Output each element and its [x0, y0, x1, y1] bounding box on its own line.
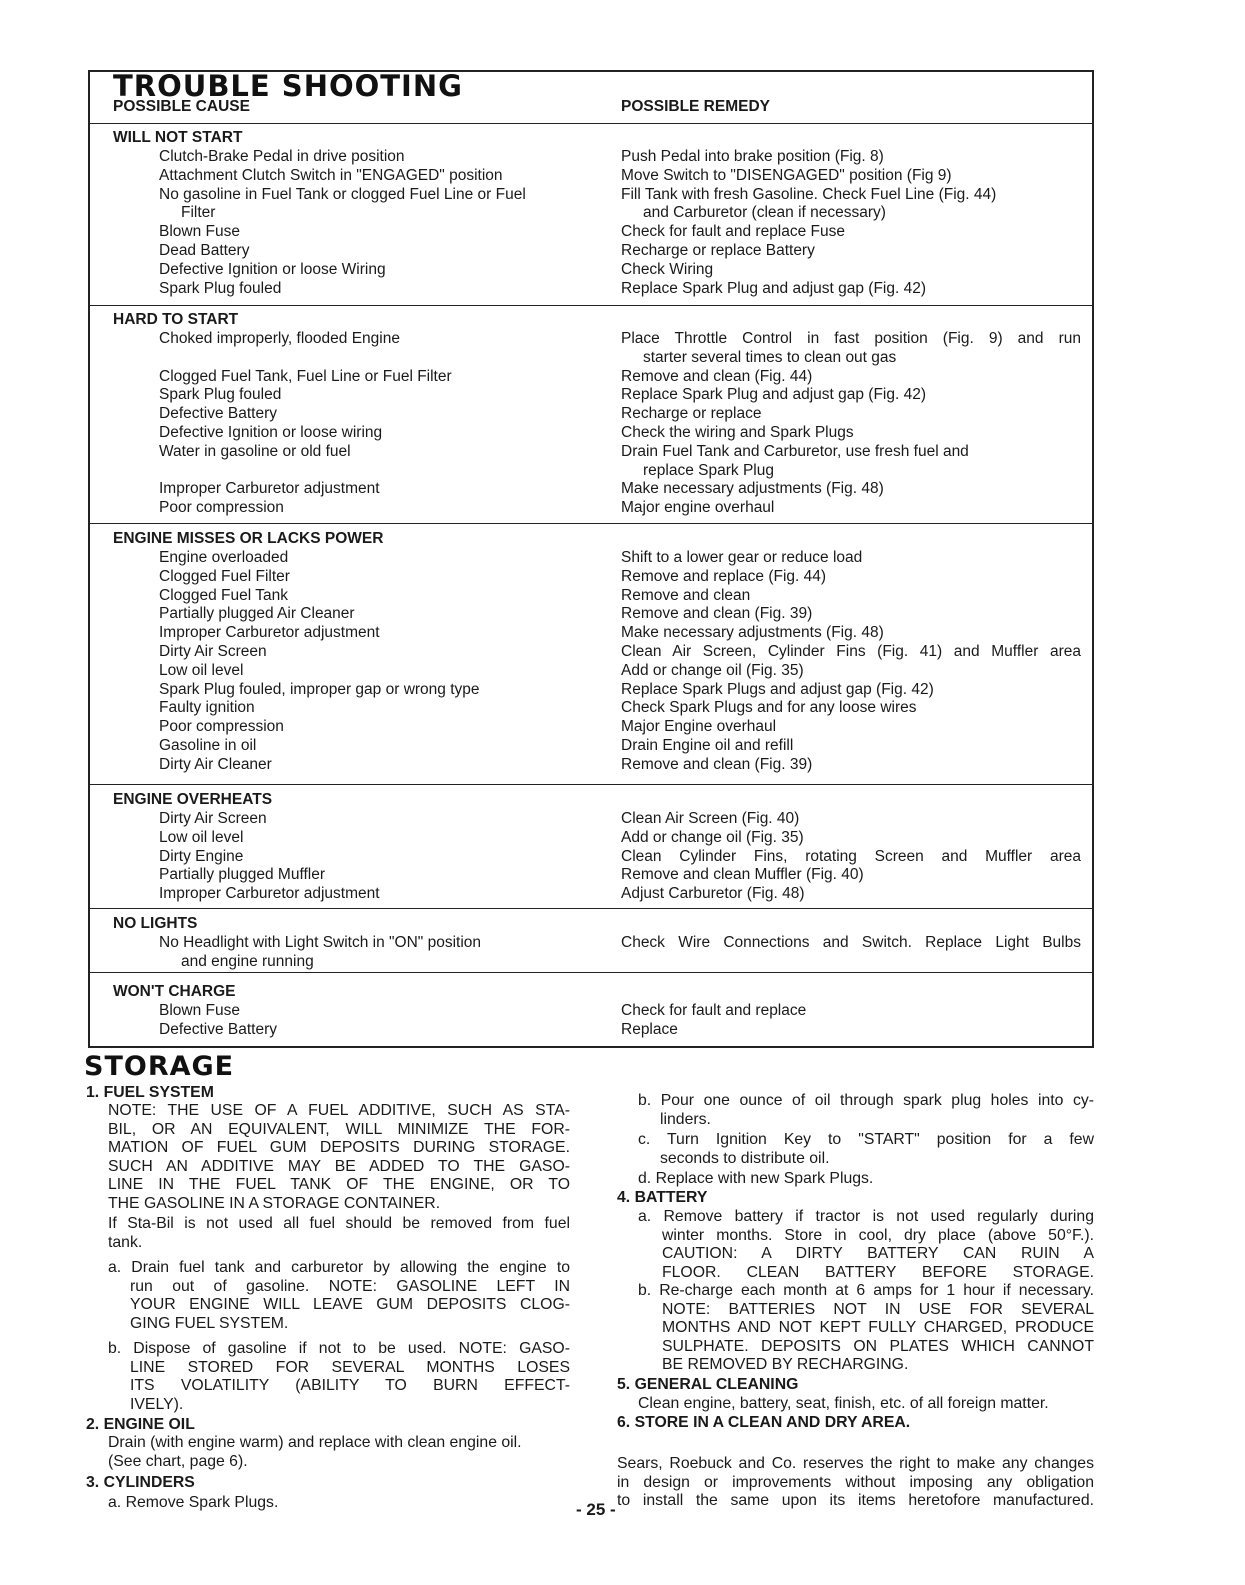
- remedies-hard-to-start: [621, 330, 1081, 518]
- text-line: c. Turn Ignition Key to "START" position for a few: [638, 1131, 1094, 1148]
- section-divider: [88, 972, 1094, 973]
- section-divider: [88, 784, 1094, 785]
- remedy-item: Clean Air Screen (Fig. 40): [621, 810, 800, 827]
- section-divider: [88, 523, 1094, 524]
- remedy-item: Check for fault and replace: [621, 1002, 807, 1019]
- cause-item: Dirty Engine: [159, 847, 244, 865]
- note-line: MATION OF FUEL GUM DEPOSITS DURING STORAGE.: [108, 1139, 570, 1157]
- text-line: YOUR ENGINE WILL LEAVE GUM DEPOSITS CLOG-: [130, 1296, 570, 1314]
- battery-step-a: [638, 1208, 1094, 1282]
- text-line: SULPHATE. DEPOSITS ON PLATES WHICH CANNOT: [662, 1337, 1094, 1355]
- remedy-item: Check for fault and replace Fuse: [621, 223, 846, 241]
- cause-item: Faulty ignition: [159, 699, 255, 717]
- storage-title: STORAGE: [84, 1051, 235, 1082]
- cause-item: Engine overloaded: [159, 549, 289, 566]
- text-line: a. Drain fuel tank and carburetor by allowing the engine to: [108, 1259, 570, 1276]
- cause-item: Dirty Air Screen: [159, 810, 267, 827]
- remedy-item: Remove and clean (Fig. 39): [621, 755, 813, 773]
- cause-item: Blown Fuse: [159, 1002, 240, 1019]
- cause-item: Gasoline in oil: [159, 736, 257, 754]
- causes-hard-to-start: [159, 330, 599, 518]
- cause-item: and engine running: [181, 952, 314, 970]
- engine-oil-heading: 2. ENGINE OIL: [86, 1416, 195, 1433]
- remedy-item: Replace: [621, 1020, 678, 1038]
- remedy-item: Adjust Carburetor (Fig. 48): [621, 885, 805, 903]
- cause-item: Dirty Air Screen: [159, 642, 267, 660]
- cause-item: Partially plugged Muffler: [159, 866, 325, 884]
- remedy-item: Push Pedal into brake position (Fig. 8): [621, 148, 884, 165]
- cylinders-step-a: a. Remove Spark Plugs.: [108, 1494, 279, 1511]
- remedy-item: Major engine overhaul: [621, 499, 775, 517]
- text-line: IVELY).: [130, 1395, 184, 1413]
- cause-item: Filter: [181, 204, 216, 222]
- text-line: ITS VOLATILITY (ABILITY TO BURN EFFECT-: [130, 1377, 570, 1395]
- cause-item: Improper Carburetor adjustment: [159, 624, 380, 642]
- cause-item: Partially plugged Air Cleaner: [159, 605, 355, 623]
- text-line: linders.: [660, 1110, 711, 1128]
- remedy-item: Recharge or replace Battery: [621, 241, 815, 259]
- remedy-item: Shift to a lower gear or reduce load: [621, 549, 863, 566]
- general-cleaning-text: Clean engine, battery, seat, finish, etc. of all foreign matter.: [638, 1395, 1049, 1412]
- possible-cause-header: POSSIBLE CAUSE: [113, 98, 250, 115]
- section-title-will-not-start: WILL NOT START: [113, 129, 243, 146]
- remedy-item: Replace Spark Plug and adjust gap (Fig. 42): [621, 386, 927, 404]
- cause-item: Defective Battery: [159, 1020, 278, 1038]
- fuel-step-a: [108, 1259, 570, 1333]
- remedies-no-lights: [621, 934, 1081, 953]
- causes-wont-charge: [159, 1002, 599, 1040]
- stabil-paragraph: [108, 1215, 570, 1252]
- battery-heading: 4. BATTERY: [617, 1189, 708, 1206]
- cause-item: Improper Carburetor adjustment: [159, 480, 380, 498]
- section-title-engine-misses: ENGINE MISSES OR LACKS POWER: [113, 530, 384, 547]
- text-line: MONTHS AND NOT KEPT FULLY CHARGED, PRODUCE: [662, 1319, 1094, 1337]
- text-line: a. Remove battery if tractor is not used regularly during: [638, 1208, 1094, 1225]
- text-line: to install the same upon its items heretofore manufactured.: [617, 1492, 1094, 1510]
- note-line: SUCH AN ADDITIVE MAY BE ADDED TO THE GASO-: [108, 1157, 570, 1175]
- cause-item: Defective Battery: [159, 405, 278, 423]
- note-line: NOTE: THE USE OF A FUEL ADDITIVE, SUCH AS STA-: [108, 1102, 570, 1119]
- remedy-item: Remove and clean (Fig. 44): [621, 367, 813, 385]
- remedy-item: Clean Cylinder Fins, rotating Screen and Muffler area: [621, 847, 1081, 865]
- section-divider: [88, 123, 1094, 124]
- cylinders-step-d: d. Replace with new Spark Plugs.: [638, 1170, 874, 1187]
- remedy-item: Major Engine overhaul: [621, 718, 777, 736]
- cause-item: Poor compression: [159, 499, 284, 517]
- engine-oil-text: [108, 1434, 578, 1471]
- text-line: If Sta-Bil is not used all fuel should be removed from fuel: [108, 1215, 570, 1232]
- remedy-item: Replace Spark Plug and adjust gap (Fig. 42): [621, 279, 927, 297]
- text-line: in design or improvements without imposing any obligation: [617, 1473, 1094, 1491]
- remedy-item: Check Spark Plugs and for any loose wires: [621, 699, 917, 717]
- cause-item: Low oil level: [159, 828, 244, 846]
- remedy-item: replace Spark Plug: [643, 461, 774, 479]
- disclaimer: [617, 1455, 1094, 1511]
- text-line: NOTE: BATTERIES NOT IN USE FOR SEVERAL: [662, 1300, 1094, 1318]
- remedy-item: Make necessary adjustments (Fig. 48): [621, 480, 884, 498]
- cause-item: Improper Carburetor adjustment: [159, 885, 380, 903]
- cause-item: No gasoline in Fuel Tank or clogged Fuel Line or Fuel: [159, 185, 526, 203]
- text-line: run out of gasoline. NOTE: GASOLINE LEFT IN: [130, 1277, 570, 1295]
- section-title-wont-charge: WON'T CHARGE: [113, 983, 236, 1000]
- remedy-item: Recharge or replace: [621, 405, 762, 423]
- remedy-item: Check the wiring and Spark Plugs: [621, 423, 854, 441]
- cause-item: Water in gasoline or old fuel: [159, 442, 351, 460]
- text-line: (See chart, page 6).: [108, 1452, 248, 1470]
- cylinders-step-c: [638, 1131, 1094, 1168]
- note-line: THE GASOLINE IN A STORAGE CONTAINER.: [108, 1194, 441, 1212]
- note-line: BIL, OR AN EQUIVALENT, WILL MINIMIZE THE FOR-: [108, 1120, 570, 1138]
- text-line: GING FUEL SYSTEM.: [130, 1314, 289, 1332]
- cause-item: Clogged Fuel Tank, Fuel Line or Fuel Filter: [159, 367, 452, 385]
- battery-step-b: [638, 1282, 1094, 1375]
- text-line: tank.: [108, 1233, 143, 1251]
- remedies-will-not-start: [621, 148, 1081, 298]
- section-divider: [88, 908, 1094, 909]
- remedy-item: Make necessary adjustments (Fig. 48): [621, 624, 884, 642]
- fuel-additive-note: [108, 1102, 570, 1214]
- text-line: LINE STORED FOR SEVERAL MONTHS LOSES: [130, 1358, 570, 1376]
- remedies-engine-overheats: [621, 810, 1081, 904]
- note-line: LINE IN THE FUEL TANK OF THE ENGINE, OR TO: [108, 1176, 570, 1194]
- cause-item: Spark Plug fouled: [159, 279, 282, 297]
- section-title-no-lights: NO LIGHTS: [113, 915, 198, 932]
- troubleshooting-title: TROUBLE SHOOTING: [113, 69, 463, 103]
- cause-item: Attachment Clutch Switch in "ENGAGED" position: [159, 166, 503, 184]
- text-line: Sears, Roebuck and Co. reserves the right to make any changes: [617, 1455, 1094, 1472]
- remedy-item: Remove and replace (Fig. 44): [621, 567, 827, 585]
- text-line: BE REMOVED BY RECHARGING.: [662, 1356, 909, 1374]
- remedy-item: Replace Spark Plugs and adjust gap (Fig. 42): [621, 680, 934, 698]
- cylinders-step-b: [638, 1092, 1094, 1129]
- cause-item: Clogged Fuel Filter: [159, 567, 290, 585]
- page-number: - 25 -: [576, 1500, 616, 1519]
- remedy-item: Drain Fuel Tank and Carburetor, use fresh fuel and: [621, 442, 969, 460]
- cause-item: Defective Ignition or loose wiring: [159, 423, 383, 441]
- remedies-engine-misses: [621, 549, 1081, 775]
- remedies-wont-charge: [621, 1002, 1081, 1040]
- cylinders-heading: 3. CYLINDERS: [86, 1474, 195, 1491]
- causes-no-lights: [159, 934, 599, 972]
- remedy-item: Drain Engine oil and refill: [621, 736, 794, 754]
- cause-item: Choked improperly, flooded Engine: [159, 330, 400, 347]
- possible-remedy-header: POSSIBLE REMEDY: [621, 98, 770, 115]
- remedy-item: Place Throttle Control in fast position (Fig. 9) and run: [621, 330, 1081, 347]
- remedy-item: starter several times to clean out gas: [643, 348, 897, 366]
- remedy-item: Add or change oil (Fig. 35): [621, 661, 804, 679]
- cause-item: Dead Battery: [159, 241, 250, 259]
- fuel-step-b: [108, 1340, 570, 1414]
- remedy-item: Add or change oil (Fig. 35): [621, 828, 804, 846]
- causes-engine-misses: [159, 549, 599, 775]
- remedy-item: Remove and clean: [621, 586, 751, 604]
- cause-item: Spark Plug fouled: [159, 386, 282, 404]
- store-area-heading: 6. STORE IN A CLEAN AND DRY AREA.: [617, 1414, 911, 1431]
- remedy-item: Clean Air Screen, Cylinder Fins (Fig. 41) and Muffler area: [621, 642, 1081, 660]
- cause-item: Low oil level: [159, 661, 244, 679]
- remedy-item: Remove and clean Muffler (Fig. 40): [621, 866, 864, 884]
- text-line: Drain (with engine warm) and replace with clean engine oil.: [108, 1434, 522, 1451]
- remedy-item: and Carburetor (clean if necessary): [643, 204, 886, 222]
- fuel-system-heading: 1. FUEL SYSTEM: [86, 1084, 214, 1101]
- text-line: seconds to distribute oil.: [660, 1149, 830, 1167]
- section-title-hard-to-start: HARD TO START: [113, 311, 239, 328]
- remedy-item: Check Wiring: [621, 260, 714, 278]
- cause-item: No Headlight with Light Switch in "ON" position: [159, 934, 482, 951]
- cause-item: Spark Plug fouled, improper gap or wrong type: [159, 680, 480, 698]
- general-cleaning-heading: 5. GENERAL CLEANING: [617, 1376, 799, 1393]
- section-title-engine-overheats: ENGINE OVERHEATS: [113, 791, 273, 808]
- text-line: CAUTION: A DIRTY BATTERY CAN RUIN A: [662, 1245, 1094, 1263]
- cause-item: Blown Fuse: [159, 223, 240, 241]
- cause-item: Dirty Air Cleaner: [159, 755, 272, 773]
- cause-item: Clutch-Brake Pedal in drive position: [159, 148, 405, 165]
- remedy-item: Check Wire Connections and Switch. Replace Light Bulbs: [621, 934, 1081, 951]
- cause-item: Poor compression: [159, 718, 284, 736]
- text-line: b. Re-charge each month at 6 amps for 1 hour if necessary.: [638, 1282, 1094, 1299]
- cause-item: Defective Ignition or loose Wiring: [159, 260, 386, 278]
- cause-item: Clogged Fuel Tank: [159, 586, 288, 604]
- causes-engine-overheats: [159, 810, 599, 904]
- remedy-item: Fill Tank with fresh Gasoline. Check Fuel Line (Fig. 44): [621, 185, 997, 203]
- text-line: b. Dispose of gasoline if not to be used. NOTE: GASO-: [108, 1340, 570, 1357]
- section-divider: [88, 305, 1094, 306]
- causes-will-not-start: [159, 148, 599, 298]
- text-line: FLOOR. CLEAN BATTERY BEFORE STORAGE.: [662, 1263, 1094, 1281]
- remedy-item: Move Switch to "DISENGAGED" position (Fig 9): [621, 166, 952, 184]
- text-line: winter months. Store in cool, dry place (above 50°F.).: [662, 1226, 1094, 1244]
- text-line: b. Pour one ounce of oil through spark plug holes into cy-: [638, 1092, 1094, 1109]
- remedy-item: Remove and clean (Fig. 39): [621, 605, 813, 623]
